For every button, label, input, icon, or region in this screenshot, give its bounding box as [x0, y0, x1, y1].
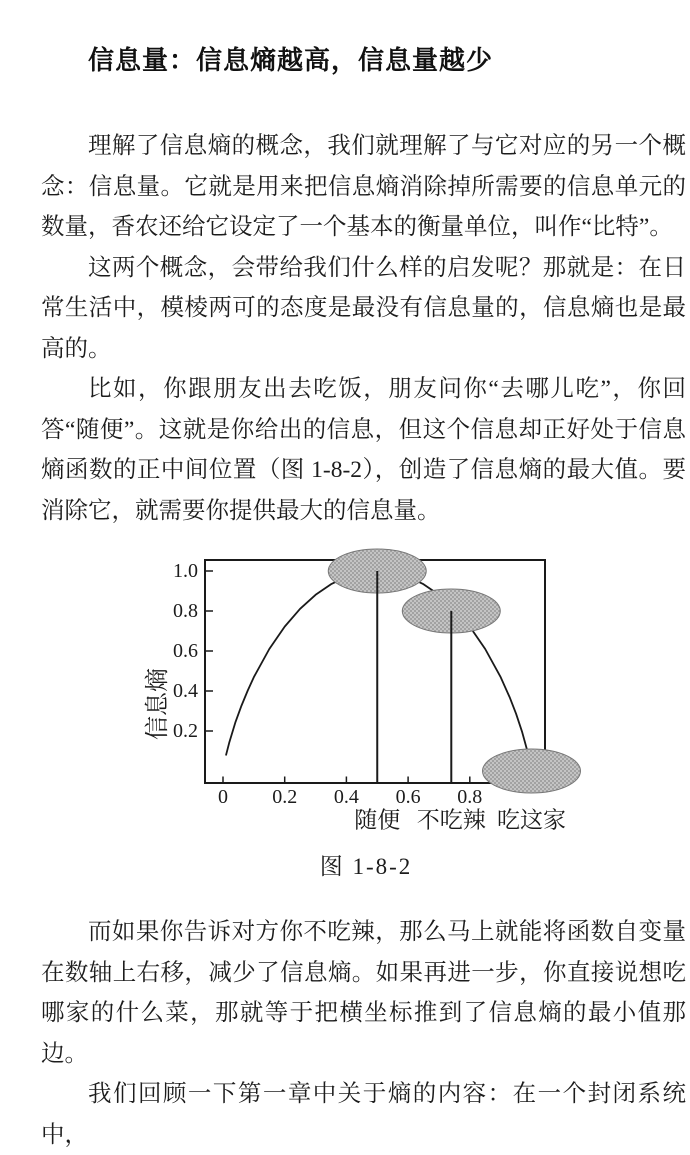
y-tick-label: 0.6: [173, 640, 198, 662]
x-tick-label: 0: [218, 786, 228, 808]
y-axis-label: 信息熵: [145, 668, 171, 740]
text-block-upper: [41, 126, 686, 531]
paragraph: 我们回顾一下第一章中关于熵的内容：在一个封闭系统中，: [41, 1081, 686, 1148]
entropy-chart: [100, 540, 600, 840]
y-tick-label: 0.4: [173, 680, 198, 702]
x-tick-label: 0.2: [272, 786, 298, 808]
x-category-label: 吃这家: [497, 807, 566, 833]
x-tick-label: 0.4: [333, 786, 359, 808]
annotation-ellipse: [483, 749, 581, 793]
section-title: 信息量：信息熵越高，信息量越少: [88, 45, 494, 75]
y-tick-label: 1.0: [173, 560, 198, 582]
entropy-figure: [100, 540, 600, 880]
x-tick-label: 0.8: [457, 786, 483, 808]
x-tick-label: 0.6: [395, 786, 421, 808]
y-tick-label: 0.8: [173, 600, 198, 622]
paragraph: 比如，你跟朋友出去吃饭，朋友问你“去哪儿吃”，你回答“随便”。这就是你给出的信息，但这个信息却正好处于信息熵函数的正中间位置（图 1-8-2），创造了信息熵的最大值。要消除它，就需要你提供最大的信息量。: [41, 376, 686, 524]
paragraph: 这两个概念，会带给我们什么样的启发呢？那就是：在日常生活中，模棱两可的态度是最没有信息量的，信息熵也是最高的。: [41, 254, 686, 362]
x-category-label: 不吃辣: [416, 807, 486, 833]
x-category-label: 随便: [354, 807, 401, 833]
paragraph: 而如果你告诉对方你不吃辣，那么马上就能将函数自变量在数轴上右移，减少了信息熵。如果再进一步，你直接说想吃哪家的什么菜，那就等于把横坐标推到了信息熵的最小值那边。: [41, 919, 686, 1067]
figure-caption: 图 1-8-2: [319, 854, 413, 879]
paragraph: 理解了信息熵的概念，我们就理解了与它对应的另一个概念：信息量。它就是用来把信息熵消除掉所需要的信息单元的数量，香农还给它设定了一个基本的衡量单位，叫作“比特”。: [41, 133, 686, 240]
text-block-lower: [41, 912, 686, 1155]
y-tick-label: 0.2: [173, 720, 198, 742]
